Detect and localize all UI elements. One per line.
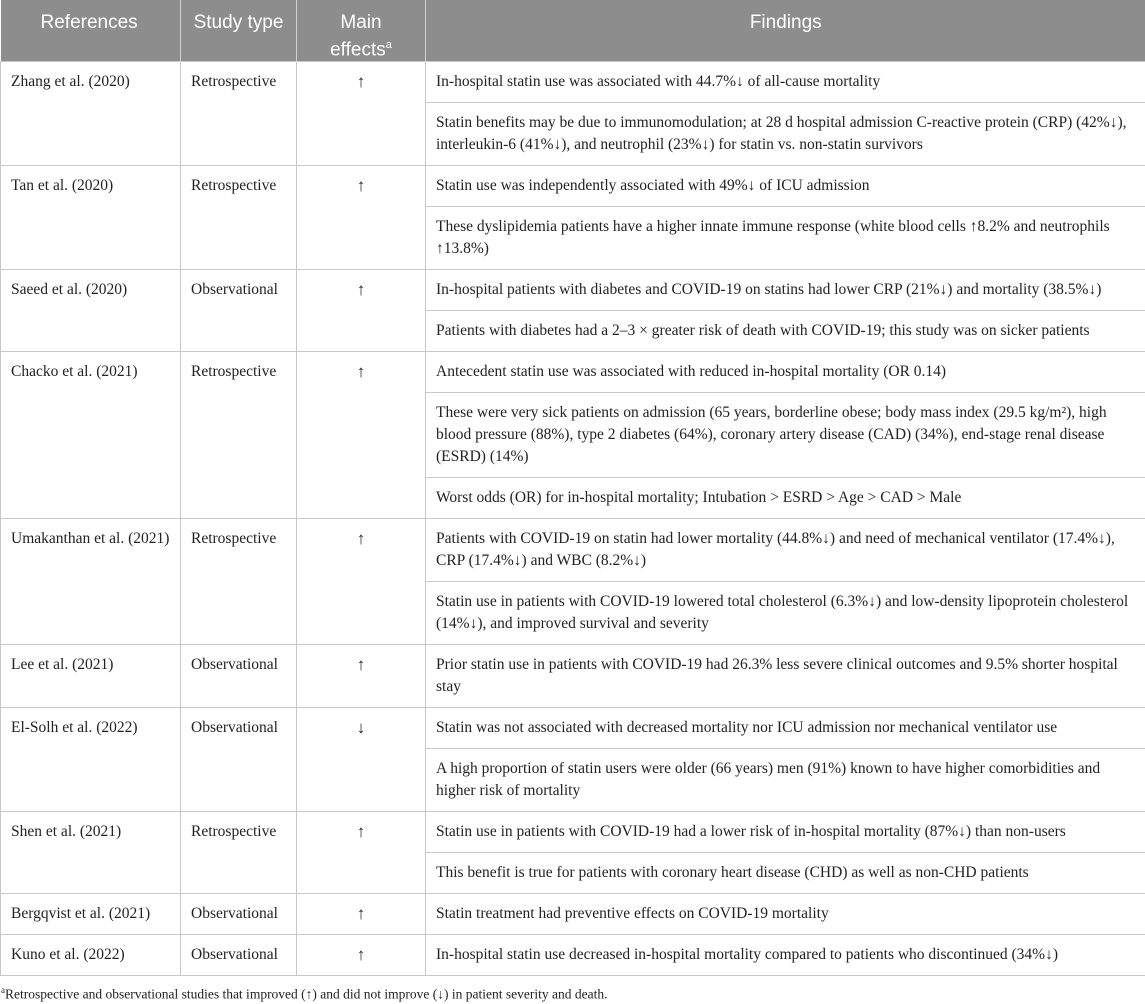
study-type-cell: Observational — [181, 708, 297, 812]
study-type-cell: Retrospective — [181, 519, 297, 645]
table-header — [1, 0, 1145, 62]
reference-cell: Lee et al. (2021) — [1, 645, 181, 708]
header-main-effects-label: Main effects — [330, 12, 386, 60]
table-row — [1, 352, 1145, 393]
main-effect-cell: ↑ — [297, 519, 426, 645]
main-effect-cell: ↑ — [297, 812, 426, 894]
study-type-cell: Observational — [181, 270, 297, 352]
study-type-cell: Retrospective — [181, 62, 297, 166]
finding-cell: Patients with diabetes had a 2–3 × greater risk of death with COVID-19; this study was on sicker patients — [426, 311, 1145, 352]
finding-cell: Antecedent statin use was associated with reduced in-hospital mortality (OR 0.14) — [426, 352, 1145, 393]
study-type-cell: Retrospective — [181, 352, 297, 519]
main-effect-cell: ↑ — [297, 270, 426, 352]
table-footnote — [0, 976, 1145, 1004]
reference-cell: Kuno et al. (2022) — [1, 935, 181, 976]
main-effect-cell: ↑ — [297, 166, 426, 270]
main-effect-cell: ↑ — [297, 894, 426, 935]
header-study-type: Study type — [181, 0, 297, 62]
finding-cell: Statin benefits may be due to immunomodulation; at 28 d hospital admission C-reactive protein (CRP) (42%↓), interleukin-6 (41%↓), and neutrophil (23%↓) for statin vs. non-statin survivors — [426, 103, 1145, 166]
main-effect-cell: ↑ — [297, 62, 426, 166]
finding-cell: Statin treatment had preventive effects on COVID-19 mortality — [426, 894, 1145, 935]
reference-cell: Shen et al. (2021) — [1, 812, 181, 894]
finding-cell: In-hospital statin use decreased in-hospital mortality compared to patients who discontinued (34%↓) — [426, 935, 1145, 976]
study-type-cell: Retrospective — [181, 166, 297, 270]
finding-cell: In-hospital statin use was associated with 44.7%↓ of all-cause mortality — [426, 62, 1145, 103]
finding-cell: Worst odds (OR) for in-hospital mortality; Intubation > ESRD > Age > CAD > Male — [426, 478, 1145, 519]
finding-cell: Statin use in patients with COVID-19 lowered total cholesterol (6.3%↓) and low-density lipoprotein cholesterol (14%↓), and improved survival and severity — [426, 582, 1145, 645]
reference-cell: Umakanthan et al. (2021) — [1, 519, 181, 645]
reference-cell: Zhang et al. (2020) — [1, 62, 181, 166]
footnote-mark: a — [1, 985, 5, 995]
table-row — [1, 270, 1145, 311]
finding-cell: Statin was not associated with decreased mortality nor ICU admission nor mechanical ventilator use — [426, 708, 1145, 749]
study-type-cell: Retrospective — [181, 812, 297, 894]
finding-cell: Prior statin use in patients with COVID-19 had 26.3% less severe clinical outcomes and 9.5% shorter hospital stay — [426, 645, 1145, 708]
header-main-effects — [297, 0, 426, 62]
main-effect-cell: ↑ — [297, 935, 426, 976]
reference-cell: Tan et al. (2020) — [1, 166, 181, 270]
finding-cell: Statin use in patients with COVID-19 had a lower risk of in-hospital mortality (87%↓) than non-users — [426, 812, 1145, 853]
table-row — [1, 166, 1145, 207]
table-row — [1, 894, 1145, 935]
finding-cell: In-hospital patients with diabetes and COVID-19 on statins had lower CRP (21%↓) and mortality (38.5%↓) — [426, 270, 1145, 311]
finding-cell: This benefit is true for patients with coronary heart disease (CHD) as well as non-CHD patients — [426, 853, 1145, 894]
finding-cell: A high proportion of statin users were older (66 years) men (91%) known to have higher comorbidities and higher risk of mortality — [426, 749, 1145, 812]
header-findings: Findings — [426, 0, 1145, 62]
study-type-cell: Observational — [181, 645, 297, 708]
table-body — [1, 62, 1145, 976]
table-row — [1, 708, 1145, 749]
table-row — [1, 935, 1145, 976]
main-effect-cell: ↑ — [297, 352, 426, 519]
reference-cell: Bergqvist et al. (2021) — [1, 894, 181, 935]
reference-cell: El-Solh et al. (2022) — [1, 708, 181, 812]
table-row — [1, 645, 1145, 708]
finding-cell: Patients with COVID-19 on statin had lower mortality (44.8%↓) and need of mechanical ventilator (17.4%↓), CRP (17.4%↓) and WBC (8.2%↓) — [426, 519, 1145, 582]
main-effect-cell: ↓ — [297, 708, 426, 812]
table-row — [1, 812, 1145, 853]
finding-cell: These dyslipidemia patients have a higher innate immune response (white blood cells ↑8.2% and neutrophils ↑13.8%) — [426, 207, 1145, 270]
footnote-text: Retrospective and observational studies that improved (↑) and did not improve (↓) in patient severity and death. — [5, 987, 607, 1002]
header-references: References — [1, 0, 181, 62]
finding-cell: Statin use was independently associated with 49%↓ of ICU admission — [426, 166, 1145, 207]
study-type-cell: Observational — [181, 935, 297, 976]
study-type-cell: Observational — [181, 894, 297, 935]
header-main-effects-footnote-mark: a — [386, 39, 392, 51]
table-row — [1, 62, 1145, 103]
reference-cell: Saeed et al. (2020) — [1, 270, 181, 352]
main-effect-cell: ↑ — [297, 645, 426, 708]
finding-cell: These were very sick patients on admission (65 years, borderline obese; body mass index (29.5 kg/m²), high blood pressure (88%), type 2 diabetes (64%), coronary artery disease (CAD) (34%), end-stage renal disease (ESRD) (14%) — [426, 393, 1145, 478]
reference-cell: Chacko et al. (2021) — [1, 352, 181, 519]
table-row — [1, 519, 1145, 582]
